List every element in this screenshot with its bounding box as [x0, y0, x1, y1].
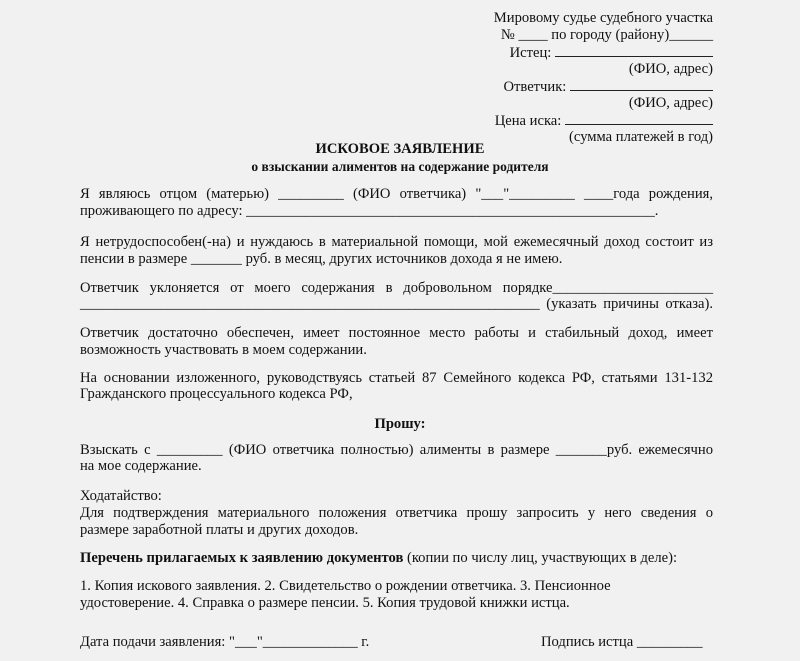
p6-line1: Взыскать с _________ (ФИО ответчика полностью) алименты в размере _______руб. ежемесячно	[80, 442, 713, 458]
p7-line1: Для подтверждения материального положения ответчика прошу запросить у него сведения о	[80, 505, 713, 521]
header-price	[495, 112, 713, 130]
plaintiff-signature: Подпись истца _________	[541, 634, 703, 650]
document-subtitle: о взыскании алиментов на содержание родителя	[251, 159, 549, 174]
plaintiff-blank	[555, 44, 713, 57]
p7-line2: размере заработной платы и других доходов.	[80, 522, 359, 538]
header-defendant	[503, 78, 713, 96]
price-hint: (сумма платежей в год)	[569, 129, 713, 145]
attachments-note: (копии по числу лиц, участвующих в деле):	[403, 550, 678, 566]
plaintiff-hint: (ФИО, адрес)	[628, 61, 713, 77]
document-title: ИСКОВОЕ ЗАЯВЛЕНИЕ	[315, 141, 485, 157]
price-label: Цена иска:	[494, 113, 565, 129]
attachments-heading: Перечень прилагаемых к заявлению документов	[80, 550, 404, 566]
request-heading: Прошу:	[374, 416, 426, 432]
header-district: № ____ по городу (району)______	[500, 27, 713, 43]
defendant-blank	[570, 78, 713, 91]
price-blank	[565, 112, 713, 125]
motion-heading: Ходатайство:	[80, 488, 162, 504]
defendant-label: Ответчик:	[503, 79, 570, 95]
p5-line2: Гражданского процессуального кодекса РФ,	[80, 386, 353, 402]
p6-line2: на мое содержание.	[80, 458, 202, 474]
list-line1: 1. Копия искового заявления. 2. Свидетельство о рождении ответчика. 3. Пенсионное	[80, 578, 611, 594]
p4-line2: возможность участвовать в моем содержании.	[80, 342, 367, 358]
p2-line1: Я нетрудоспособен(-на) и нуждаюсь в материальной помощи, мой ежемесячный доход состоит из	[80, 234, 713, 250]
defendant-hint: (ФИО, адрес)	[628, 95, 713, 111]
header-court: Мировому судье судебного участка	[493, 10, 713, 26]
attachments-line	[80, 550, 677, 567]
header-plaintiff	[510, 44, 713, 62]
p1-line1: Я являюсь отцом (матерью) _________ (ФИО ответчика) "___"_________ ____года рождения,	[80, 186, 713, 202]
filing-date: Дата подачи заявления: "___"_____________ г.	[80, 634, 370, 650]
p1-line2: проживающего по адресу: ________________________________________________________.	[80, 203, 659, 219]
plaintiff-label: Истец:	[509, 45, 555, 61]
p2-line2: пенсии в размере _______ руб. в месяц, других источников дохода я не имею.	[80, 251, 563, 267]
p3-line1: Ответчик уклоняется от моего содержания в добровольном порядке______________________	[80, 280, 713, 296]
list-line2: удостоверение. 4. Справка о размере пенсии. 5. Копия трудовой книжки истца.	[80, 595, 570, 611]
p3-line2: _______________________________________________________________ (указать причины отказа).	[80, 296, 713, 312]
p5-line1: На основании изложенного, руководствуясь статьей 87 Семейного кодекса РФ, статьями 131-132	[80, 370, 713, 386]
p4-line1: Ответчик достаточно обеспечен, имеет постоянное место работы и стабильный доход, имеет	[80, 325, 713, 341]
